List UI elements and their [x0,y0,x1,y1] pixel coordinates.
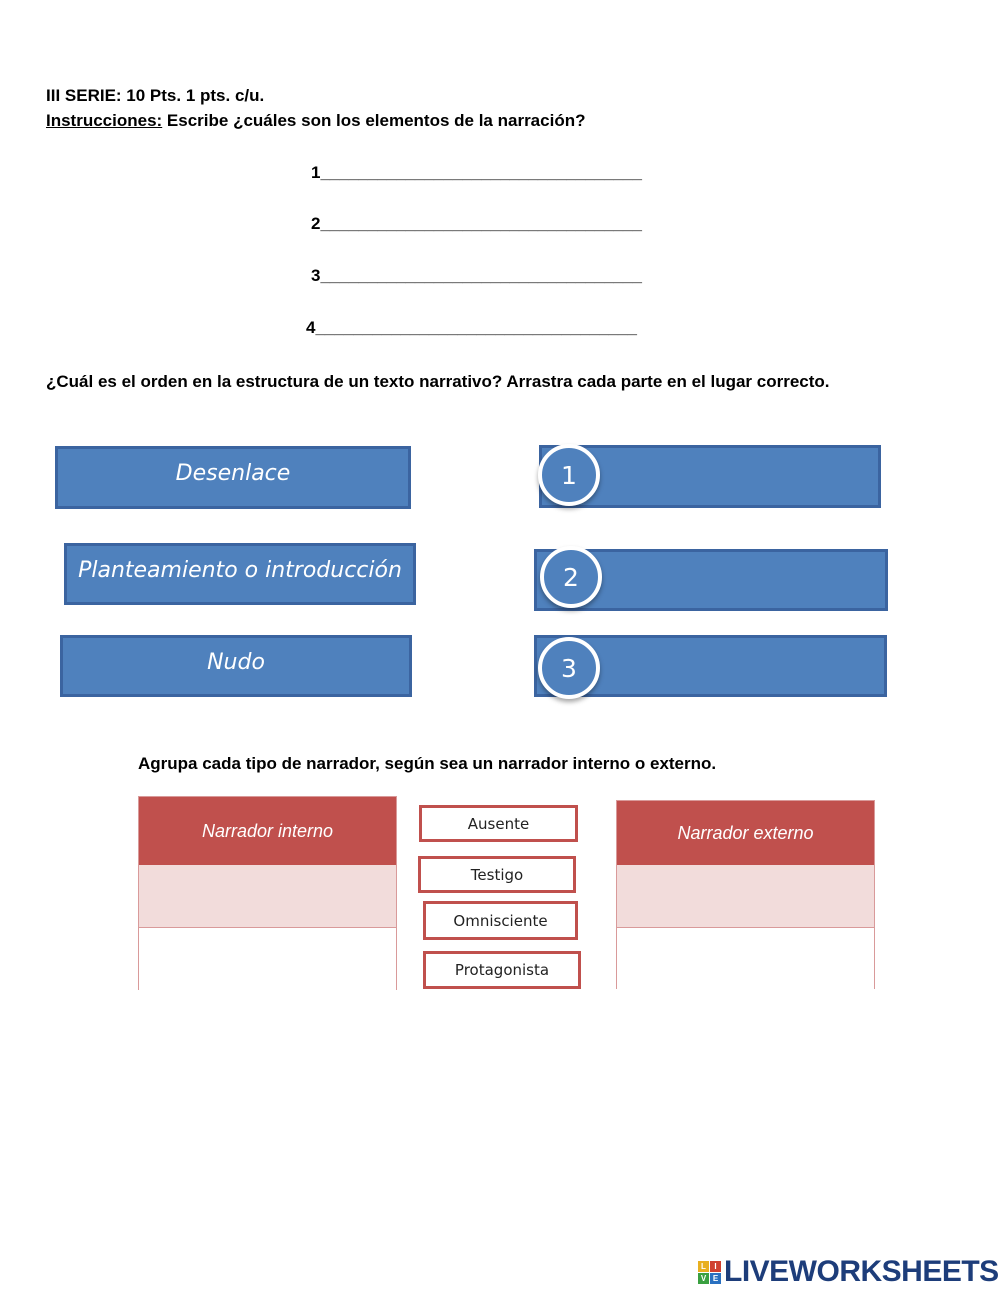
number-badge-3: 3 [538,637,600,699]
liveworksheets-icon: L I V E [698,1261,721,1284]
drag-item-desenlace[interactable]: Desenlace [55,446,411,509]
group-external-row-2[interactable] [617,928,874,990]
chip-protagonista[interactable]: Protagonista [423,951,581,989]
liveworksheets-logo [698,1255,999,1289]
group-external-header: Narrador externo [617,801,874,865]
group-internal-row-1[interactable] [139,865,396,928]
group-internal[interactable] [138,796,397,990]
chip-ausente[interactable]: Ausente [419,805,578,842]
number-badge-1: 1 [538,444,600,506]
liveworksheets-wordmark: LIVEWORKSHEETS [724,1255,999,1288]
answer-blank-1[interactable]: 1__________________________________ [311,163,642,182]
group-external[interactable] [616,800,875,989]
group-internal-header: Narrador interno [139,797,396,865]
answer-blank-3[interactable]: 3__________________________________ [311,266,642,285]
group-internal-row-2[interactable] [139,928,396,990]
question-structure: ¿Cuál es el orden en la estructura de un texto narrativo? Arrastra cada parte en el lugar correcto. [46,372,830,391]
group-external-row-1[interactable] [617,865,874,928]
serie-title: III SERIE: 10 Pts. 1 pts. c/u. [46,86,265,105]
instructions-label: Instrucciones: [46,111,163,130]
answer-blank-2[interactable]: 2__________________________________ [311,214,642,233]
drag-item-nudo[interactable]: Nudo [60,635,412,697]
chip-omnisciente[interactable]: Omnisciente [423,901,578,940]
instructions [46,111,585,131]
number-badge-2: 2 [540,546,602,608]
chip-testigo[interactable]: Testigo [418,856,576,893]
instructions-text: Escribe ¿cuáles son los elementos de la narración? [162,111,586,130]
question-narrator: Agrupa cada tipo de narrador, según sea un narrador interno o externo. [138,754,717,773]
answer-blank-4[interactable]: 4__________________________________ [306,318,637,337]
drag-item-planteamiento[interactable]: Planteamiento o introducción [64,543,416,605]
